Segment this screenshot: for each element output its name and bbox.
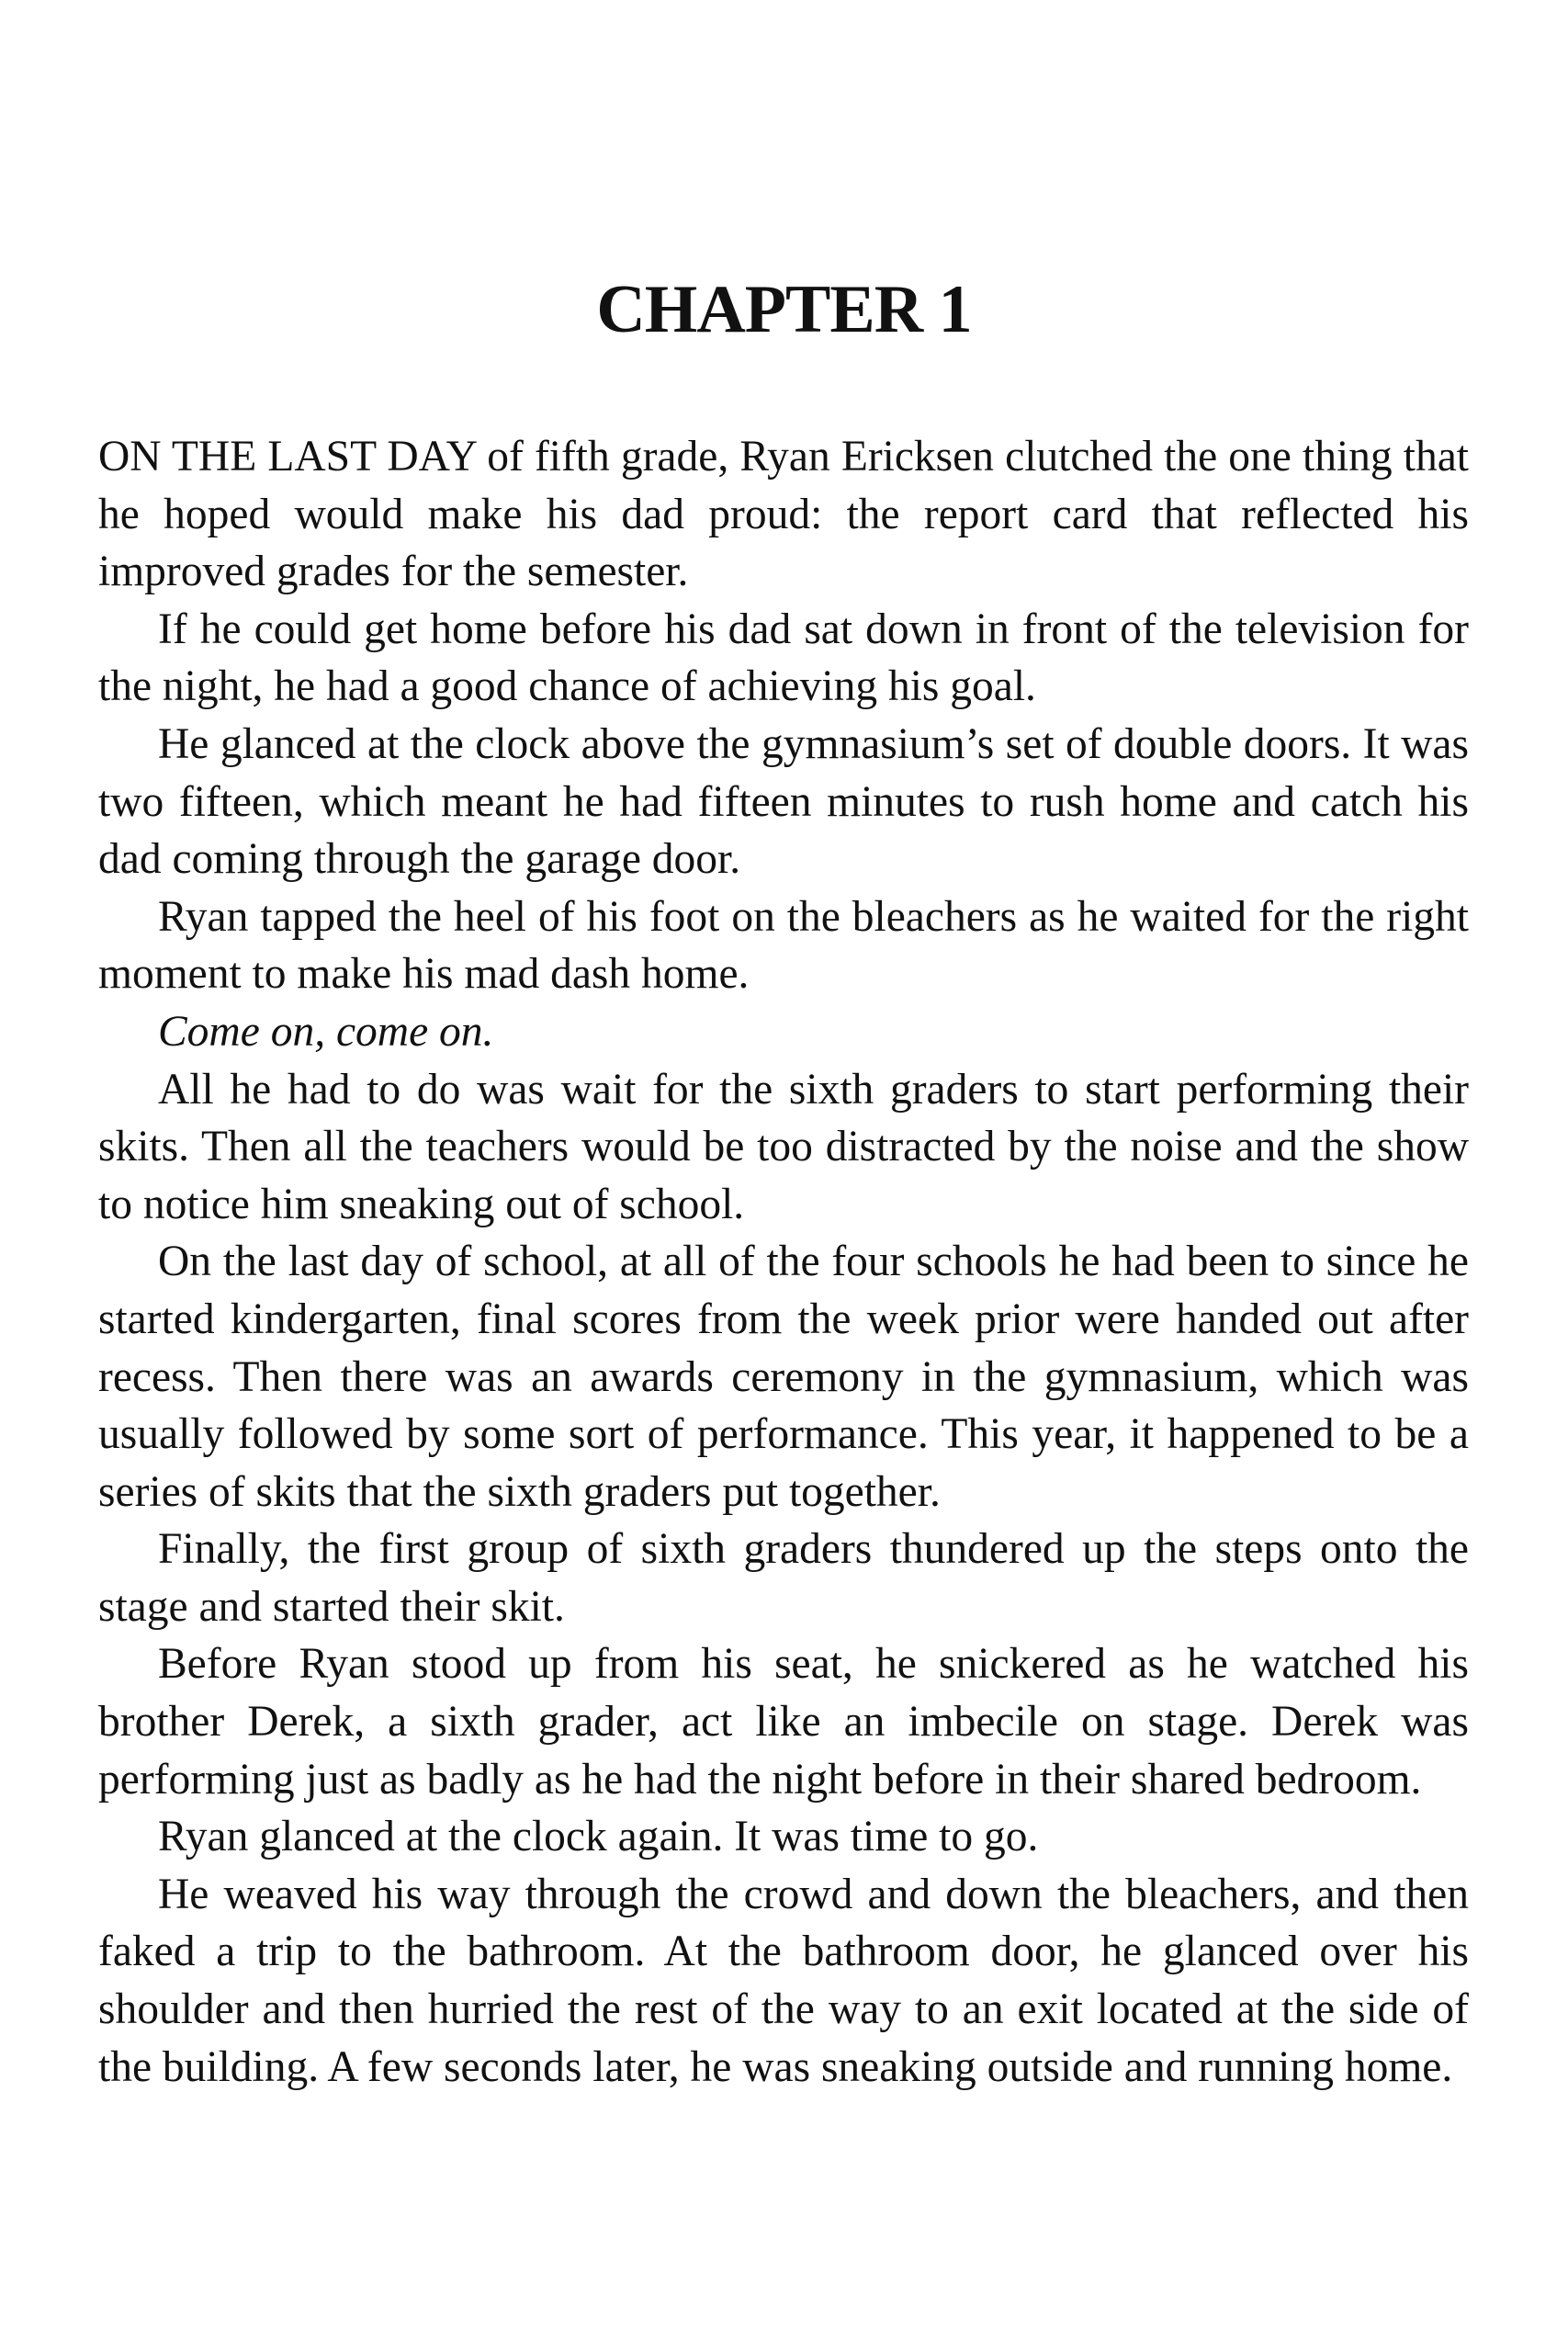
paragraph-4: Ryan tapped the heel of his foot on the bleachers as he waited for the right moment to make his mad dash home. <box>98 892 1469 999</box>
paragraph-9: Before Ryan stood up from his seat, he snickered as he watched his brother Derek, a sixth grader, act like an imbecile on stage. Derek was performing just as badly as he had the night before in their shared bedroom. <box>98 1640 1469 1804</box>
paragraph-1: ON THE LAST DAY of fifth grade, Ryan Ericksen clutched the one thing that he hoped would make his dad proud: the report card that reflected his improved grades for the semester. <box>98 433 1469 596</box>
paragraph-5-italic: Come on, come on. <box>158 1007 494 1056</box>
chapter-body <box>98 428 1469 2096</box>
paragraph-7: On the last day of school, at all of the four schools he had been to since he started kindergarten, final scores from the week prior were handed out after recess. Then there was an awards ceremony in the gymnasium, which was usually followed by some sort of performance. This year, it happened to be a series of skits that the sixth graders put together. <box>98 1238 1469 1516</box>
paragraph-6: All he had to do was wait for the sixth graders to start performing their skits. Then all the teachers would be too distracted by the noise and the show to notice him sneaking out of school. <box>98 1065 1469 1228</box>
paragraph-10: Ryan glanced at the clock again. It was time to go. <box>158 1813 1039 1861</box>
paragraph-11: He weaved his way through the crowd and down the bleachers, and then faked a trip to the bathroom. At the bathroom door, he glanced over his shoulder and then hurried the rest of the way to an exit located at the side of the building. A few seconds later, he was sneaking outside and running home. <box>98 1870 1469 2091</box>
paragraph-2: If he could get home before his dad sat down in front of the television for the night, he had a good chance of achieving his goal. <box>98 605 1469 711</box>
paragraph-3: He glanced at the clock above the gymnasium’s set of double doors. It was two fifteen, which meant he had fifteen minutes to rush home and catch his dad coming through the garage door. <box>98 719 1469 884</box>
paragraph-8: Finally, the first group of sixth graders thundered up the steps onto the stage and started their skit. <box>98 1525 1469 1631</box>
chapter-title: CHAPTER 1 <box>596 272 972 347</box>
